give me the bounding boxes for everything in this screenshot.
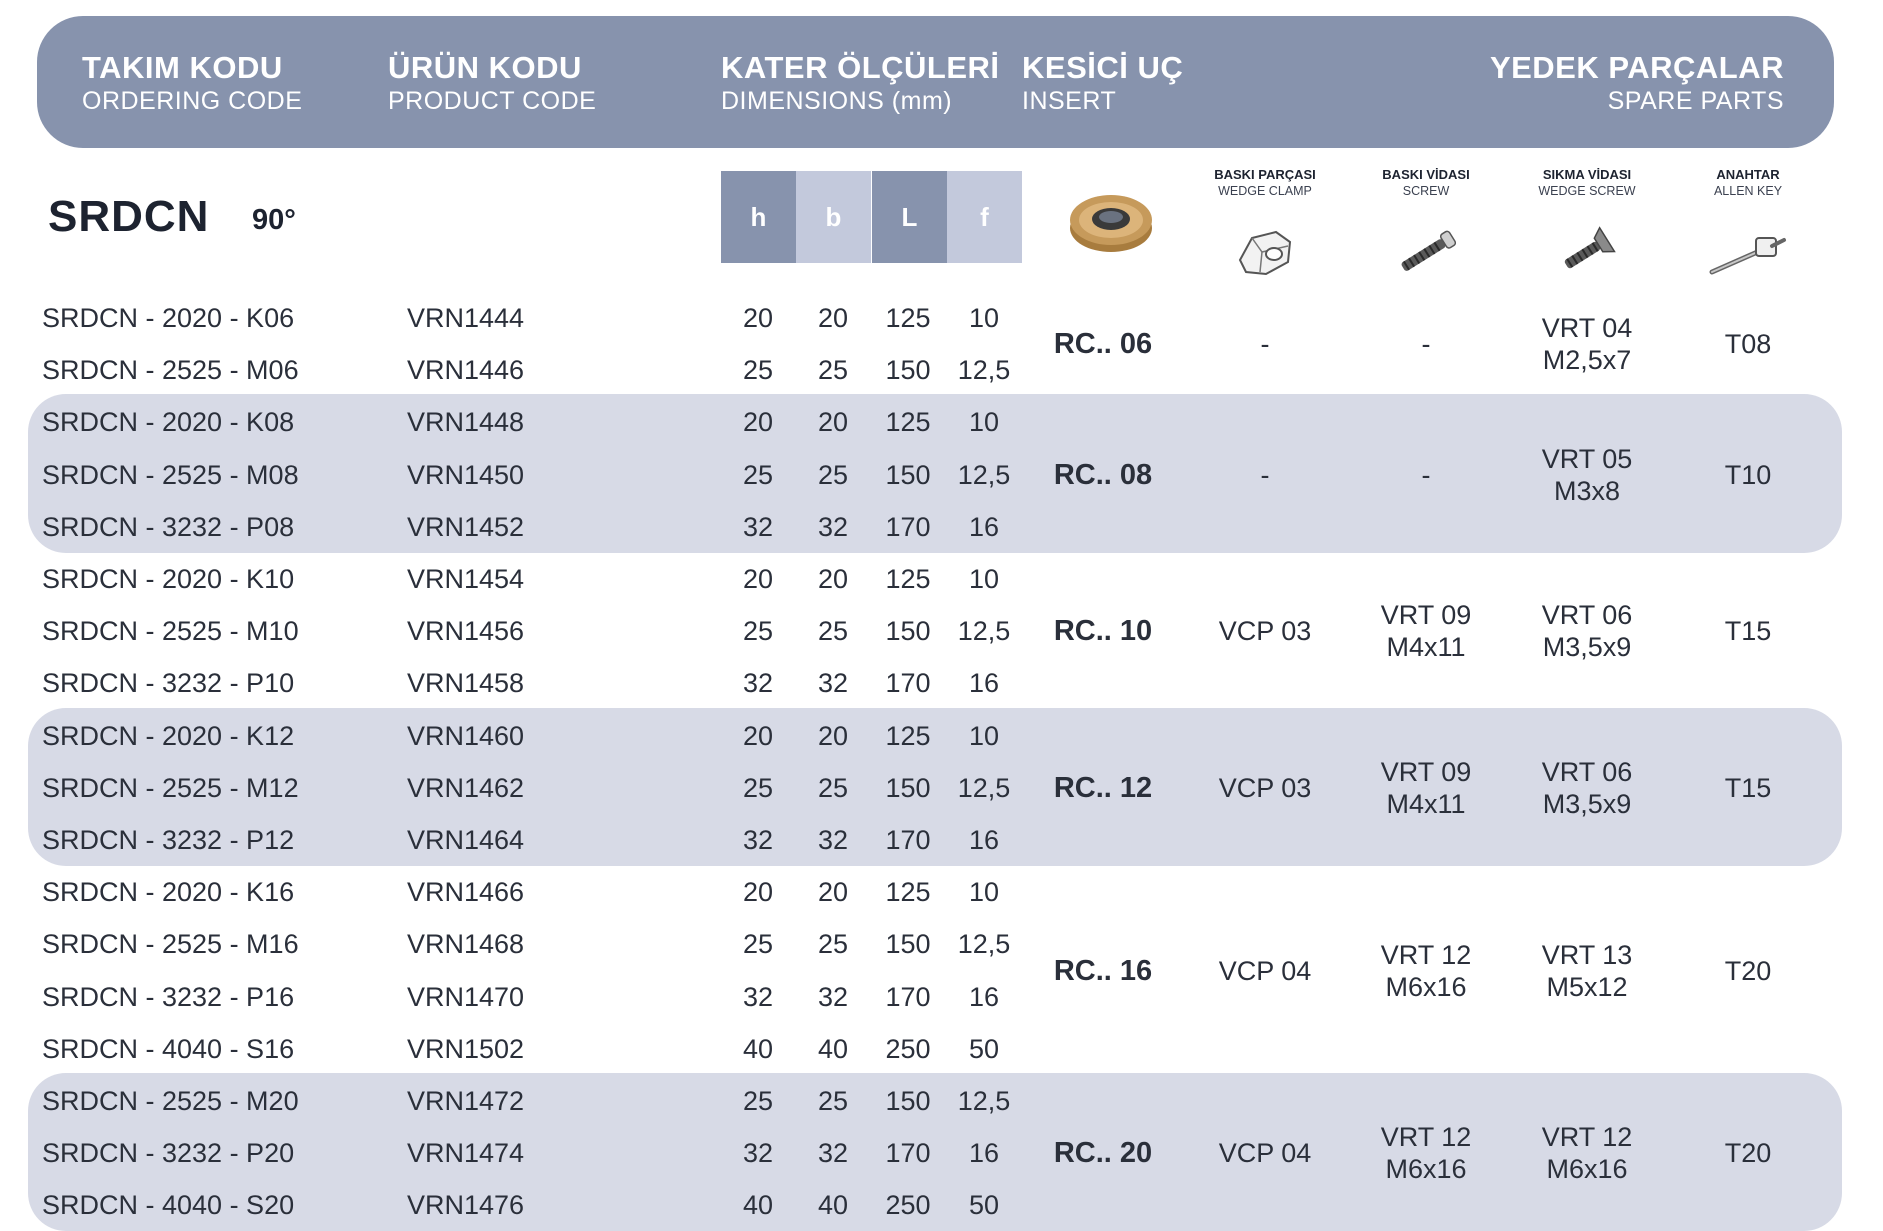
dim-L-cell: 150 bbox=[885, 929, 931, 960]
dim-f-cell: 50 bbox=[968, 1190, 1000, 1221]
screw-value-line1: VRT 12 bbox=[1380, 939, 1472, 970]
wedge-clamp-value: VCP 04 bbox=[1218, 1138, 1312, 1169]
product-code-cell: VRN1452 bbox=[407, 511, 525, 542]
ordering-code-cell: SRDCN - 2020 - K16 bbox=[42, 877, 295, 908]
product-code-cell: VRN1454 bbox=[407, 564, 525, 594]
dim-h-cell: 32 bbox=[742, 981, 774, 1012]
insert-code: RC.. 16 bbox=[1053, 954, 1153, 987]
table-header-bar bbox=[37, 16, 1834, 148]
dim-b-cell: 40 bbox=[817, 1033, 849, 1064]
allen-key-value: T15 bbox=[1724, 772, 1772, 803]
header-title: YEDEK PARÇALAR bbox=[1489, 50, 1784, 85]
dim-h-cell: 25 bbox=[742, 772, 774, 803]
insert-code: RC.. 08 bbox=[1053, 458, 1153, 491]
ordering-code-cell: SRDCN - 3232 - P10 bbox=[42, 668, 295, 699]
product-code-cell: VRN1456 bbox=[407, 616, 525, 647]
header-subtitle: INSERT bbox=[1022, 87, 1117, 115]
spare-header-tr: SIKMA VİDASI bbox=[1542, 167, 1632, 182]
product-code-cell: VRN1466 bbox=[407, 877, 525, 908]
screw-value-line1: VRT 12 bbox=[1380, 1122, 1472, 1153]
allen-key-value: T20 bbox=[1724, 955, 1772, 986]
product-code-cell: VRN1472 bbox=[407, 1086, 525, 1116]
dim-b-cell: 40 bbox=[817, 1190, 849, 1221]
wedge-screw-value-line1: VRT 13 bbox=[1541, 939, 1633, 970]
dim-header-h: h bbox=[721, 171, 796, 263]
wedge-screw-value-line2: M5x12 bbox=[1546, 971, 1628, 1002]
dim-L-cell: 125 bbox=[885, 564, 931, 594]
dim-L-cell: 150 bbox=[885, 355, 931, 386]
dim-b-cell: 25 bbox=[817, 772, 849, 803]
ordering-code-cell: SRDCN - 2525 - M12 bbox=[42, 772, 299, 803]
wedge-screw-value-line2: M2,5x7 bbox=[1542, 345, 1632, 376]
dim-f-cell: 10 bbox=[968, 877, 1000, 908]
dim-header-b: b bbox=[796, 171, 871, 263]
header-ordering-code bbox=[82, 50, 302, 116]
dim-h-cell: 20 bbox=[742, 877, 774, 908]
product-code-cell: VRN1458 bbox=[407, 668, 525, 699]
wedge-clamp-value: - bbox=[1260, 329, 1270, 360]
insert-code: RC.. 12 bbox=[1053, 771, 1153, 804]
product-code-cell: VRN1474 bbox=[407, 1138, 525, 1169]
dim-h-cell: 32 bbox=[742, 1138, 774, 1169]
insert-code: RC.. 10 bbox=[1053, 615, 1153, 648]
dim-b-cell: 32 bbox=[817, 1138, 849, 1169]
screw-value-line2: M4x11 bbox=[1386, 632, 1466, 663]
spare-header-wedge-screw bbox=[1527, 166, 1647, 200]
dim-b-cell: 20 bbox=[817, 407, 849, 438]
dim-f-cell: 10 bbox=[968, 564, 1000, 594]
spare-header-en: SCREW bbox=[1402, 184, 1450, 198]
dim-f-cell: 10 bbox=[968, 720, 1000, 751]
insert-code: RC.. 20 bbox=[1053, 1137, 1153, 1170]
product-code-cell: VRN1462 bbox=[407, 772, 525, 803]
header-subtitle: SPARE PARTS bbox=[1607, 87, 1784, 115]
dim-f-cell: 12,5 bbox=[957, 459, 1011, 490]
spare-header-en: WEDGE CLAMP bbox=[1218, 184, 1312, 198]
wedge-screw-value-line1: VRT 06 bbox=[1541, 756, 1633, 787]
header-subtitle: ORDERING CODE bbox=[82, 87, 303, 115]
header-title: KESİCİ UÇ bbox=[1022, 50, 1184, 85]
dim-f-cell: 12,5 bbox=[957, 1086, 1011, 1116]
dim-L-cell: 150 bbox=[885, 616, 931, 647]
product-code-cell: VRN1502 bbox=[407, 1033, 525, 1064]
header-title: TAKIM KODU bbox=[82, 50, 283, 85]
ordering-code-cell: SRDCN - 4040 - S20 bbox=[42, 1190, 295, 1221]
dim-f-cell: 16 bbox=[968, 511, 1000, 542]
dim-b-cell: 25 bbox=[817, 1086, 849, 1116]
dim-L-cell: 150 bbox=[885, 772, 931, 803]
screw-icon bbox=[1390, 220, 1466, 282]
header-subtitle: PRODUCT CODE bbox=[388, 87, 597, 115]
allen-key-value: T20 bbox=[1724, 1138, 1772, 1169]
wedge-clamp-icon bbox=[1232, 220, 1298, 282]
product-code-cell: VRN1448 bbox=[407, 407, 525, 438]
dim-h-cell: 32 bbox=[742, 825, 774, 855]
screw-value-line2: M4x11 bbox=[1386, 788, 1466, 819]
dim-b-cell: 20 bbox=[817, 877, 849, 908]
product-code-cell: VRN1450 bbox=[407, 459, 525, 490]
dim-f-cell: 10 bbox=[968, 303, 1000, 333]
ordering-code-cell: SRDCN - 2020 - K12 bbox=[42, 720, 295, 751]
dim-f-cell: 16 bbox=[968, 1138, 1000, 1169]
dim-header-f: f bbox=[947, 171, 1022, 263]
header-title: ÜRÜN KODU bbox=[388, 50, 582, 85]
spare-header-wedge-clamp bbox=[1205, 166, 1325, 200]
header-dimensions bbox=[721, 50, 1000, 116]
header-subtitle: DIMENSIONS (mm) bbox=[721, 87, 953, 115]
ordering-code-cell: SRDCN - 2525 - M06 bbox=[42, 355, 299, 386]
spare-header-screw bbox=[1366, 166, 1486, 200]
ordering-code-cell: SRDCN - 2020 - K10 bbox=[42, 564, 295, 594]
ordering-code-cell: SRDCN - 4040 - S16 bbox=[42, 1033, 295, 1064]
header-spare-parts bbox=[1490, 50, 1784, 116]
spare-header-en: WEDGE SCREW bbox=[1538, 184, 1636, 198]
dim-L-cell: 250 bbox=[885, 1033, 931, 1064]
ordering-code-cell: SRDCN - 3232 - P12 bbox=[42, 825, 295, 855]
wedge-screw-value-line2: M3,5x9 bbox=[1542, 788, 1632, 819]
header-product-code bbox=[388, 50, 596, 116]
ordering-code-cell: SRDCN - 2525 - M16 bbox=[42, 929, 299, 960]
product-code-cell: VRN1446 bbox=[407, 355, 525, 386]
screw-value: - bbox=[1421, 459, 1431, 490]
dim-header-L: L bbox=[872, 171, 947, 263]
screw-value: - bbox=[1421, 329, 1431, 360]
dim-b-cell: 32 bbox=[817, 511, 849, 542]
wedge-clamp-value: VCP 03 bbox=[1218, 616, 1312, 647]
dim-h-cell: 25 bbox=[742, 616, 774, 647]
dim-f-cell: 16 bbox=[968, 825, 1000, 855]
wedge-screw-value-line2: M3,5x9 bbox=[1542, 632, 1632, 663]
dim-L-cell: 170 bbox=[885, 668, 931, 699]
screw-value-line2: M6x16 bbox=[1385, 1154, 1467, 1185]
spare-header-tr: BASKI PARÇASI bbox=[1214, 167, 1316, 182]
spare-header-tr: BASKI VİDASI bbox=[1382, 167, 1470, 182]
ordering-code-cell: SRDCN - 3232 - P08 bbox=[42, 511, 295, 542]
dim-h-cell: 25 bbox=[742, 355, 774, 386]
dim-h-cell: 40 bbox=[742, 1033, 774, 1064]
dim-f-cell: 50 bbox=[968, 1033, 1000, 1064]
insert-code: RC.. 06 bbox=[1053, 328, 1153, 361]
dim-f-cell: 12,5 bbox=[957, 355, 1011, 386]
ordering-code-cell: SRDCN - 2525 - M10 bbox=[42, 616, 299, 647]
product-code-cell: VRN1468 bbox=[407, 929, 525, 960]
series-angle: 90° bbox=[252, 204, 296, 236]
dim-f-cell: 12,5 bbox=[957, 929, 1011, 960]
wedge-screw-value-line1: VRT 05 bbox=[1541, 443, 1633, 474]
dim-b-cell: 25 bbox=[817, 355, 849, 386]
product-code-cell: VRN1444 bbox=[407, 303, 525, 333]
allen-key-value: T10 bbox=[1724, 459, 1772, 490]
allen-key-value: T15 bbox=[1724, 616, 1772, 647]
wedge-clamp-value: VCP 03 bbox=[1218, 772, 1312, 803]
spare-header-allen-key bbox=[1688, 166, 1808, 200]
dim-b-cell: 32 bbox=[817, 825, 849, 855]
allen-key-icon bbox=[1706, 220, 1788, 282]
wedge-screw-value-line2: M3x8 bbox=[1553, 475, 1621, 506]
dim-L-cell: 150 bbox=[885, 1086, 931, 1116]
dim-b-cell: 20 bbox=[817, 564, 849, 594]
dim-f-cell: 10 bbox=[968, 407, 1000, 438]
dim-h-cell: 20 bbox=[742, 564, 774, 594]
ordering-code-cell: SRDCN - 3232 - P20 bbox=[42, 1138, 295, 1169]
screw-value-line1: VRT 09 bbox=[1380, 600, 1472, 631]
dim-L-cell: 170 bbox=[885, 511, 931, 542]
dim-h-cell: 32 bbox=[742, 668, 774, 699]
wedge-screw-value-line1: VRT 04 bbox=[1541, 313, 1633, 344]
dim-f-cell: 16 bbox=[968, 981, 1000, 1012]
product-code-cell: VRN1470 bbox=[407, 981, 525, 1012]
ordering-code-cell: SRDCN - 2020 - K08 bbox=[42, 407, 295, 438]
spare-header-en: ALLEN KEY bbox=[1713, 184, 1783, 198]
wedge-screw-value-line1: VRT 12 bbox=[1541, 1122, 1633, 1153]
series-name: SRDCN bbox=[48, 192, 210, 241]
ordering-code-cell: SRDCN - 2525 - M08 bbox=[42, 459, 299, 490]
dim-L-cell: 170 bbox=[885, 1138, 931, 1169]
dim-h-cell: 20 bbox=[742, 303, 774, 333]
dim-h-cell: 25 bbox=[742, 1086, 774, 1116]
dim-h-cell: 40 bbox=[742, 1190, 774, 1221]
dim-L-cell: 170 bbox=[885, 825, 931, 855]
wedge-screw-icon bbox=[1552, 220, 1622, 282]
ordering-code-cell: SRDCN - 2525 - M20 bbox=[42, 1086, 299, 1116]
round-insert-icon bbox=[1066, 186, 1156, 256]
dim-h-cell: 25 bbox=[742, 459, 774, 490]
dim-L-cell: 250 bbox=[885, 1190, 931, 1221]
product-code-cell: VRN1476 bbox=[407, 1190, 525, 1221]
dim-L-cell: 170 bbox=[885, 981, 931, 1012]
product-code-cell: VRN1464 bbox=[407, 825, 525, 855]
wedge-clamp-value: VCP 04 bbox=[1218, 955, 1312, 986]
header-insert bbox=[1022, 50, 1183, 116]
wedge-screw-value-line1: VRT 06 bbox=[1541, 600, 1633, 631]
dim-h-cell: 32 bbox=[742, 511, 774, 542]
dim-L-cell: 150 bbox=[885, 459, 931, 490]
dim-L-cell: 125 bbox=[885, 303, 931, 333]
dim-b-cell: 25 bbox=[817, 616, 849, 647]
dim-L-cell: 125 bbox=[885, 877, 931, 908]
dim-h-cell: 20 bbox=[742, 407, 774, 438]
dim-f-cell: 16 bbox=[968, 668, 1000, 699]
ordering-code-cell: SRDCN - 3232 - P16 bbox=[42, 981, 295, 1012]
spare-header-tr: ANAHTAR bbox=[1716, 167, 1780, 182]
dim-b-cell: 25 bbox=[817, 929, 849, 960]
dim-f-cell: 12,5 bbox=[957, 772, 1011, 803]
dim-b-cell: 32 bbox=[817, 981, 849, 1012]
dim-h-cell: 25 bbox=[742, 929, 774, 960]
dim-b-cell: 20 bbox=[817, 720, 849, 751]
screw-value-line2: M6x16 bbox=[1385, 971, 1467, 1002]
dim-b-cell: 25 bbox=[817, 459, 849, 490]
dim-h-cell: 20 bbox=[742, 720, 774, 751]
dim-b-cell: 32 bbox=[817, 668, 849, 699]
product-code-cell: VRN1460 bbox=[407, 720, 525, 751]
dim-b-cell: 20 bbox=[817, 303, 849, 333]
dim-f-cell: 12,5 bbox=[957, 616, 1011, 647]
header-title: KATER ÖLÇÜLERİ bbox=[721, 50, 1000, 85]
ordering-code-cell: SRDCN - 2020 - K06 bbox=[42, 303, 295, 333]
dim-L-cell: 125 bbox=[885, 407, 931, 438]
allen-key-value: T08 bbox=[1724, 329, 1772, 360]
wedge-clamp-value: - bbox=[1260, 459, 1270, 490]
screw-value-line1: VRT 09 bbox=[1380, 756, 1472, 787]
wedge-screw-value-line2: M6x16 bbox=[1546, 1154, 1628, 1185]
dim-L-cell: 125 bbox=[885, 720, 931, 751]
